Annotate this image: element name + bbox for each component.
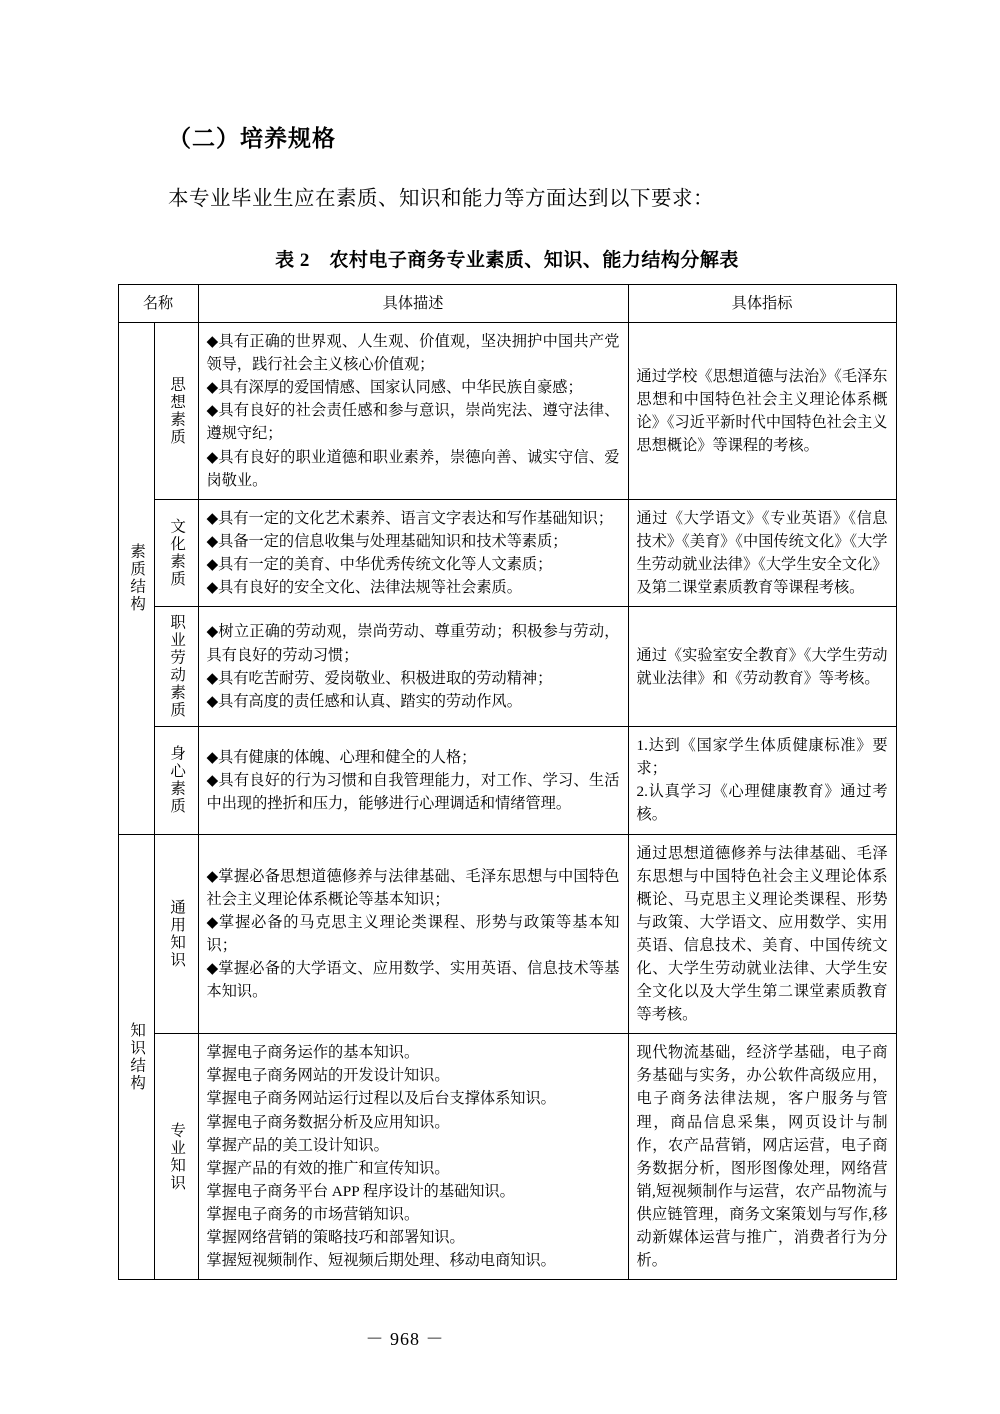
table-row bbox=[118, 323, 896, 500]
description-line: ◆具有吃苦耐劳、爱岗敬业、积极进取的劳动精神； bbox=[206, 669, 553, 687]
indicator-cell bbox=[628, 323, 896, 500]
indicator-cell bbox=[628, 834, 896, 1034]
description-line: 掌握电子商务数据分析及应用知识。 bbox=[206, 1113, 450, 1131]
indicator-cell bbox=[628, 499, 896, 606]
description-line: 掌握电子商务网站的开发设计知识。 bbox=[206, 1067, 450, 1085]
subcategory-label: 身心素质 bbox=[168, 745, 186, 816]
table-row bbox=[118, 727, 896, 834]
table-caption: 表 2 农村电子商务专业素质、知识、能力结构分解表 bbox=[275, 250, 739, 271]
indicator-line: 2.认真学习《心理健康教育》通过考核。 bbox=[636, 783, 888, 824]
table-row bbox=[118, 834, 896, 1034]
table-header-row bbox=[118, 285, 896, 323]
description-line: 掌握电子商务平台 APP 程序设计的基础知识。 bbox=[206, 1182, 515, 1200]
page-footer bbox=[0, 1325, 1000, 1351]
subcategory-cell-ideology bbox=[154, 323, 198, 500]
intro-paragraph: 本专业毕业生应在素质、知识和能力等方面达到以下要求： bbox=[168, 188, 714, 210]
indicator-cell bbox=[628, 727, 896, 834]
subcategory-cell-vocational-labor bbox=[154, 607, 198, 727]
subcategory-cell-general-knowledge bbox=[154, 834, 198, 1034]
description-line: ◆树立正确的劳动观，崇尚劳动、尊重劳动；积极参与劳动，具有良好的劳动习惯； bbox=[206, 623, 620, 664]
header-description: 具体描述 bbox=[198, 285, 628, 323]
indicator-cell bbox=[628, 1034, 896, 1280]
indicator-line: 通过《大学语文》《专业英语》《信息技术》《美育》《中国传统文化》《大学生劳动就业法律》《大学生安全文化》及第二课堂素质教育等课程考核。 bbox=[636, 509, 888, 597]
indicator-cell bbox=[628, 607, 896, 727]
subcategory-label: 通用知识 bbox=[168, 898, 186, 969]
description-line: ◆具备一定的信息收集与处理基础知识和技术等素质； bbox=[206, 532, 568, 550]
category-cell-quality bbox=[118, 323, 154, 834]
page-number: － 968 － bbox=[365, 1329, 445, 1349]
section-heading: （二）培养规格 bbox=[168, 126, 336, 151]
subcategory-label: 文化素质 bbox=[168, 517, 186, 588]
table-row bbox=[118, 607, 896, 727]
description-line: ◆具有良好的职业道德和职业素养，崇德向善、诚实守信、爱岗敬业。 bbox=[206, 448, 620, 489]
description-cell bbox=[198, 834, 628, 1034]
header-indicator: 具体指标 bbox=[628, 285, 896, 323]
header-name: 名称 bbox=[118, 285, 198, 323]
description-line: 掌握电子商务运作的基本知识。 bbox=[206, 1044, 420, 1062]
description-line: ◆具有正确的世界观、人生观、价值观，坚决拥护中国共产党领导，践行社会主义核心价值观； bbox=[206, 333, 620, 374]
description-line: ◆具有高度的责任感和认真、踏实的劳动作风。 bbox=[206, 692, 522, 710]
page-content bbox=[112, 0, 902, 1280]
description-cell bbox=[198, 607, 628, 727]
table-row bbox=[118, 1034, 896, 1280]
description-cell bbox=[198, 1034, 628, 1280]
category-cell-knowledge bbox=[118, 834, 154, 1280]
description-line: ◆具有深厚的爱国情感、国家认同感、中华民族自豪感； bbox=[206, 379, 583, 397]
table-row bbox=[118, 499, 896, 606]
description-cell bbox=[198, 727, 628, 834]
description-line: ◆具有良好的社会责任感和参与意识，崇尚宪法、遵守法律、遵规守纪； bbox=[206, 402, 620, 443]
indicator-line: 通过思想道德修养与法律基础、毛泽东思想与中国特色社会主义理论体系概论、马克思主义理论类课程、形势与政策、大学语文、应用数学、实用英语、信息技术、美育、中国传统文化、大学生劳动就业法律、大学生安全文化以及大学生第二课堂素质教育等考核。 bbox=[636, 844, 888, 1024]
category-label: 知识结构 bbox=[128, 1021, 146, 1092]
description-line: ◆具有一定的文化艺术素养、语言文字表达和写作基础知识； bbox=[206, 509, 614, 527]
indicator-line: 通过《实验室安全教育》《大学生劳动就业法律》和《劳动教育》等考核。 bbox=[636, 646, 888, 687]
description-line: 掌握产品的美工设计知识。 bbox=[206, 1136, 389, 1154]
description-line: ◆掌握必备思想道德修养与法律基础、毛泽东思想与中国特色社会主义理论体系概论等基本知识； bbox=[206, 867, 620, 908]
description-line: ◆具有良好的行为习惯和自我管理能力，对工作、学习、生活中出现的挫折和压力，能够进行心理调适和情绪管理。 bbox=[206, 771, 620, 812]
description-line: 掌握短视频制作、短视频后期处理、移动电商知识。 bbox=[206, 1252, 556, 1270]
subcategory-cell-physical-mental bbox=[154, 727, 198, 834]
description-line: ◆掌握必备的大学语文、应用数学、实用英语、信息技术等基本知识。 bbox=[206, 959, 620, 1001]
indicator-line: 通过学校《思想道德与法治》《毛泽东思想和中国特色社会主义理论体系概论》《习近平新时代中国特色社会主义思想概论》等课程的考核。 bbox=[636, 367, 888, 455]
description-line: ◆具有健康的体魄、心理和健全的人格； bbox=[206, 748, 477, 766]
quality-knowledge-ability-table bbox=[118, 284, 897, 1280]
description-line: ◆掌握必备的马克思主义理论类课程、形势与政策等基本知识； bbox=[206, 913, 620, 954]
description-line: 掌握电子商务网站运行过程以及后台支撑体系知识。 bbox=[206, 1090, 556, 1108]
description-line: ◆具有一定的美育、中华优秀传统文化等人文素质； bbox=[206, 555, 553, 573]
subcategory-cell-culture bbox=[154, 499, 198, 606]
description-line: ◆具有良好的安全文化、法律法规等社会素质。 bbox=[206, 579, 522, 597]
description-line: 掌握电子商务的市场营销知识。 bbox=[206, 1205, 420, 1223]
description-cell bbox=[198, 499, 628, 606]
category-label: 素质结构 bbox=[128, 543, 146, 614]
subcategory-cell-professional-knowledge bbox=[154, 1034, 198, 1280]
description-line: 掌握网络营销的策略技巧和部署知识。 bbox=[206, 1229, 465, 1246]
description-cell bbox=[198, 323, 628, 500]
indicator-line: 现代物流基础，经济学基础，电子商务基础与实务，办公软件高级应用，电子商务法律法规，客户服务与管理，商品信息采集，网页设计与制作，农产品营销，网店运营，电子商务数据分析，图形图像处理，网络营销,短视频制作与运营，农产品物流与供应链管理，商务文案策划与写作,移动新媒体运营与推广，消费者行为分析。 bbox=[636, 1044, 888, 1270]
subcategory-label: 专业知识 bbox=[168, 1121, 186, 1192]
subcategory-label: 思想素质 bbox=[168, 375, 186, 446]
indicator-line: 1.达到《国家学生体质健康标准》要求； bbox=[636, 737, 888, 778]
description-line: 掌握产品的有效的推广和宣传知识。 bbox=[206, 1159, 450, 1177]
subcategory-label: 职业劳动素质 bbox=[168, 614, 186, 720]
